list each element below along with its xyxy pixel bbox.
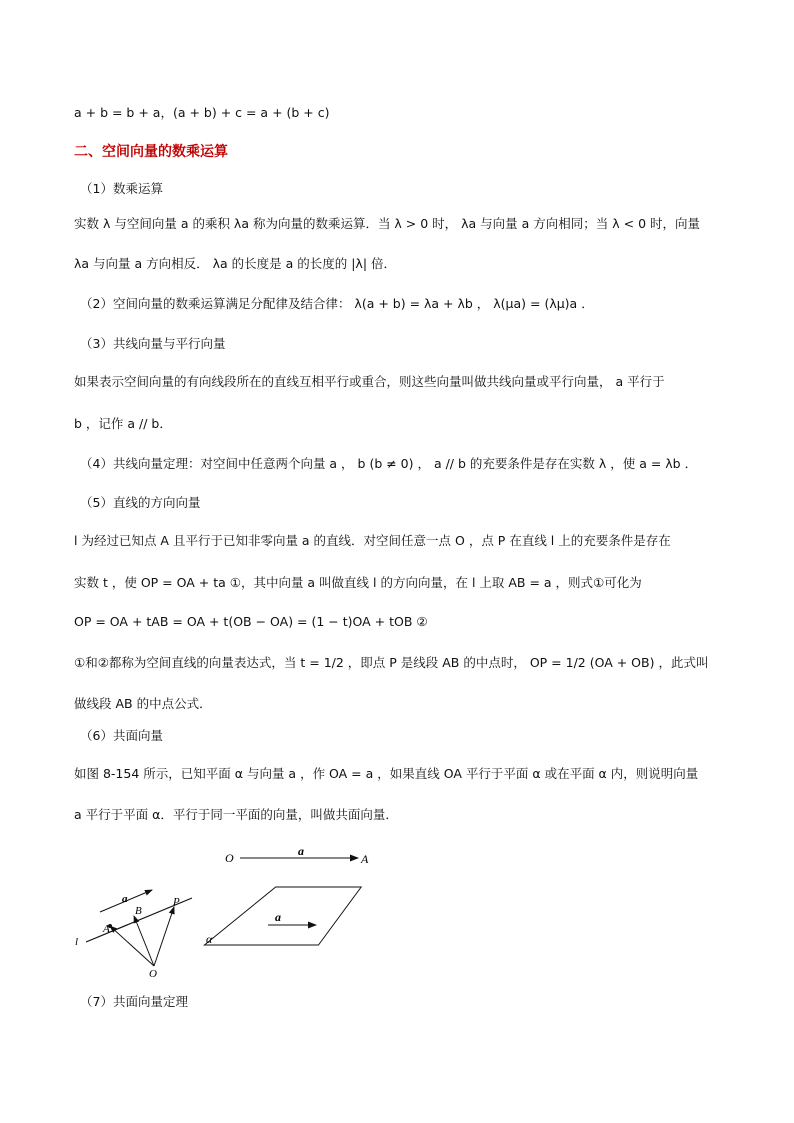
label-A-top: A (361, 852, 369, 866)
paragraph-1b: λa 与向量 a 方向相反． λa 的长度是 a 的长度的 |λ| 倍． (74, 256, 397, 271)
subheading-7: （7）共面向量定理 (80, 994, 188, 1009)
label-A: A (103, 923, 110, 935)
label-a-top: a (298, 844, 304, 858)
subheading-2: （2）空间向量的数乘运算满足分配律及结合律： λ(a + b) = λa + λb ， λ(μa) = (λμ)a ． (80, 296, 594, 311)
subheading-4: （4）共线向量定理：对空间中任意两个向量 a ， b (b ≠ 0) ， a // b 的充要条件是存在实数 λ ，使 a = λb ． (80, 456, 698, 471)
label-a-plane: a (275, 910, 281, 924)
label-O: O (149, 968, 157, 980)
plane-alpha (204, 887, 361, 945)
subheading-1: （1）数乘运算 (80, 181, 163, 196)
paragraph-5b: 实数 t ，使 OP = OA + ta ①，其中向量 a 叫做直线 l 的方向向量，在 l 上取 AB = a ，则式①可化为 (74, 575, 642, 590)
coplanar-vector-figure (206, 844, 390, 955)
paragraph-5d: ①和②都称为空间直线的向量表达式，当 t = 1/2 ，即点 P 是线段 AB 的中点时， OP = 1/2 (OA + OB) ，此式叫 (74, 655, 709, 670)
label-a: a (122, 893, 128, 905)
subheading-6: （6）共面向量 (80, 728, 163, 743)
commutative-associative-law: a + b = b + a，(a + b) + c = a + (b + c) (74, 105, 330, 120)
paragraph-5c: OP = OA + tAB = OA + t(OB − OA) = (1 − t)OA + tOB ② (74, 614, 428, 629)
label-l: l (75, 936, 79, 948)
direction-vector-figure (70, 860, 200, 980)
label-alpha: α (206, 932, 213, 946)
paragraph-6b: a 平行于平面 α．平行于同一平面的向量，叫做共面向量． (74, 807, 398, 822)
paragraph-3b: b ，记作 a // b． (74, 416, 172, 431)
paragraph-3a: 如果表示空间向量的有向线段所在的直线互相平行或重合，则这些向量叫做共线向量或平行向量， a 平行于 (74, 374, 665, 389)
paragraph-6a: 如图 8-154 所示，已知平面 α 与向量 a ，作 OA = a ，如果直线 OA 平行于平面 α 或在平面 α 内，则说明向量 (74, 766, 699, 781)
paragraph-5e: 做线段 AB 的中点公式． (74, 696, 212, 711)
section-heading: 二、空间向量的数乘运算 (74, 144, 228, 160)
paragraph-5a: l 为经过已知点 A 且平行于已知非零向量 a 的直线．对空间任意一点 O ，点 P 在直线 l 上的充要条件是存在 (74, 533, 671, 548)
label-O-top: O (225, 851, 234, 865)
subheading-3: （3）共线向量与平行向量 (80, 336, 226, 351)
paragraph-1a: 实数 λ 与空间向量 a 的乘积 λa 称为向量的数乘运算．当 λ > 0 时， λa 与向量 a 方向相同；当 λ < 0 时，向量 (74, 216, 701, 231)
subheading-5: （5）直线的方向向量 (80, 495, 201, 510)
label-P: P (173, 896, 180, 908)
label-B: B (135, 905, 142, 917)
